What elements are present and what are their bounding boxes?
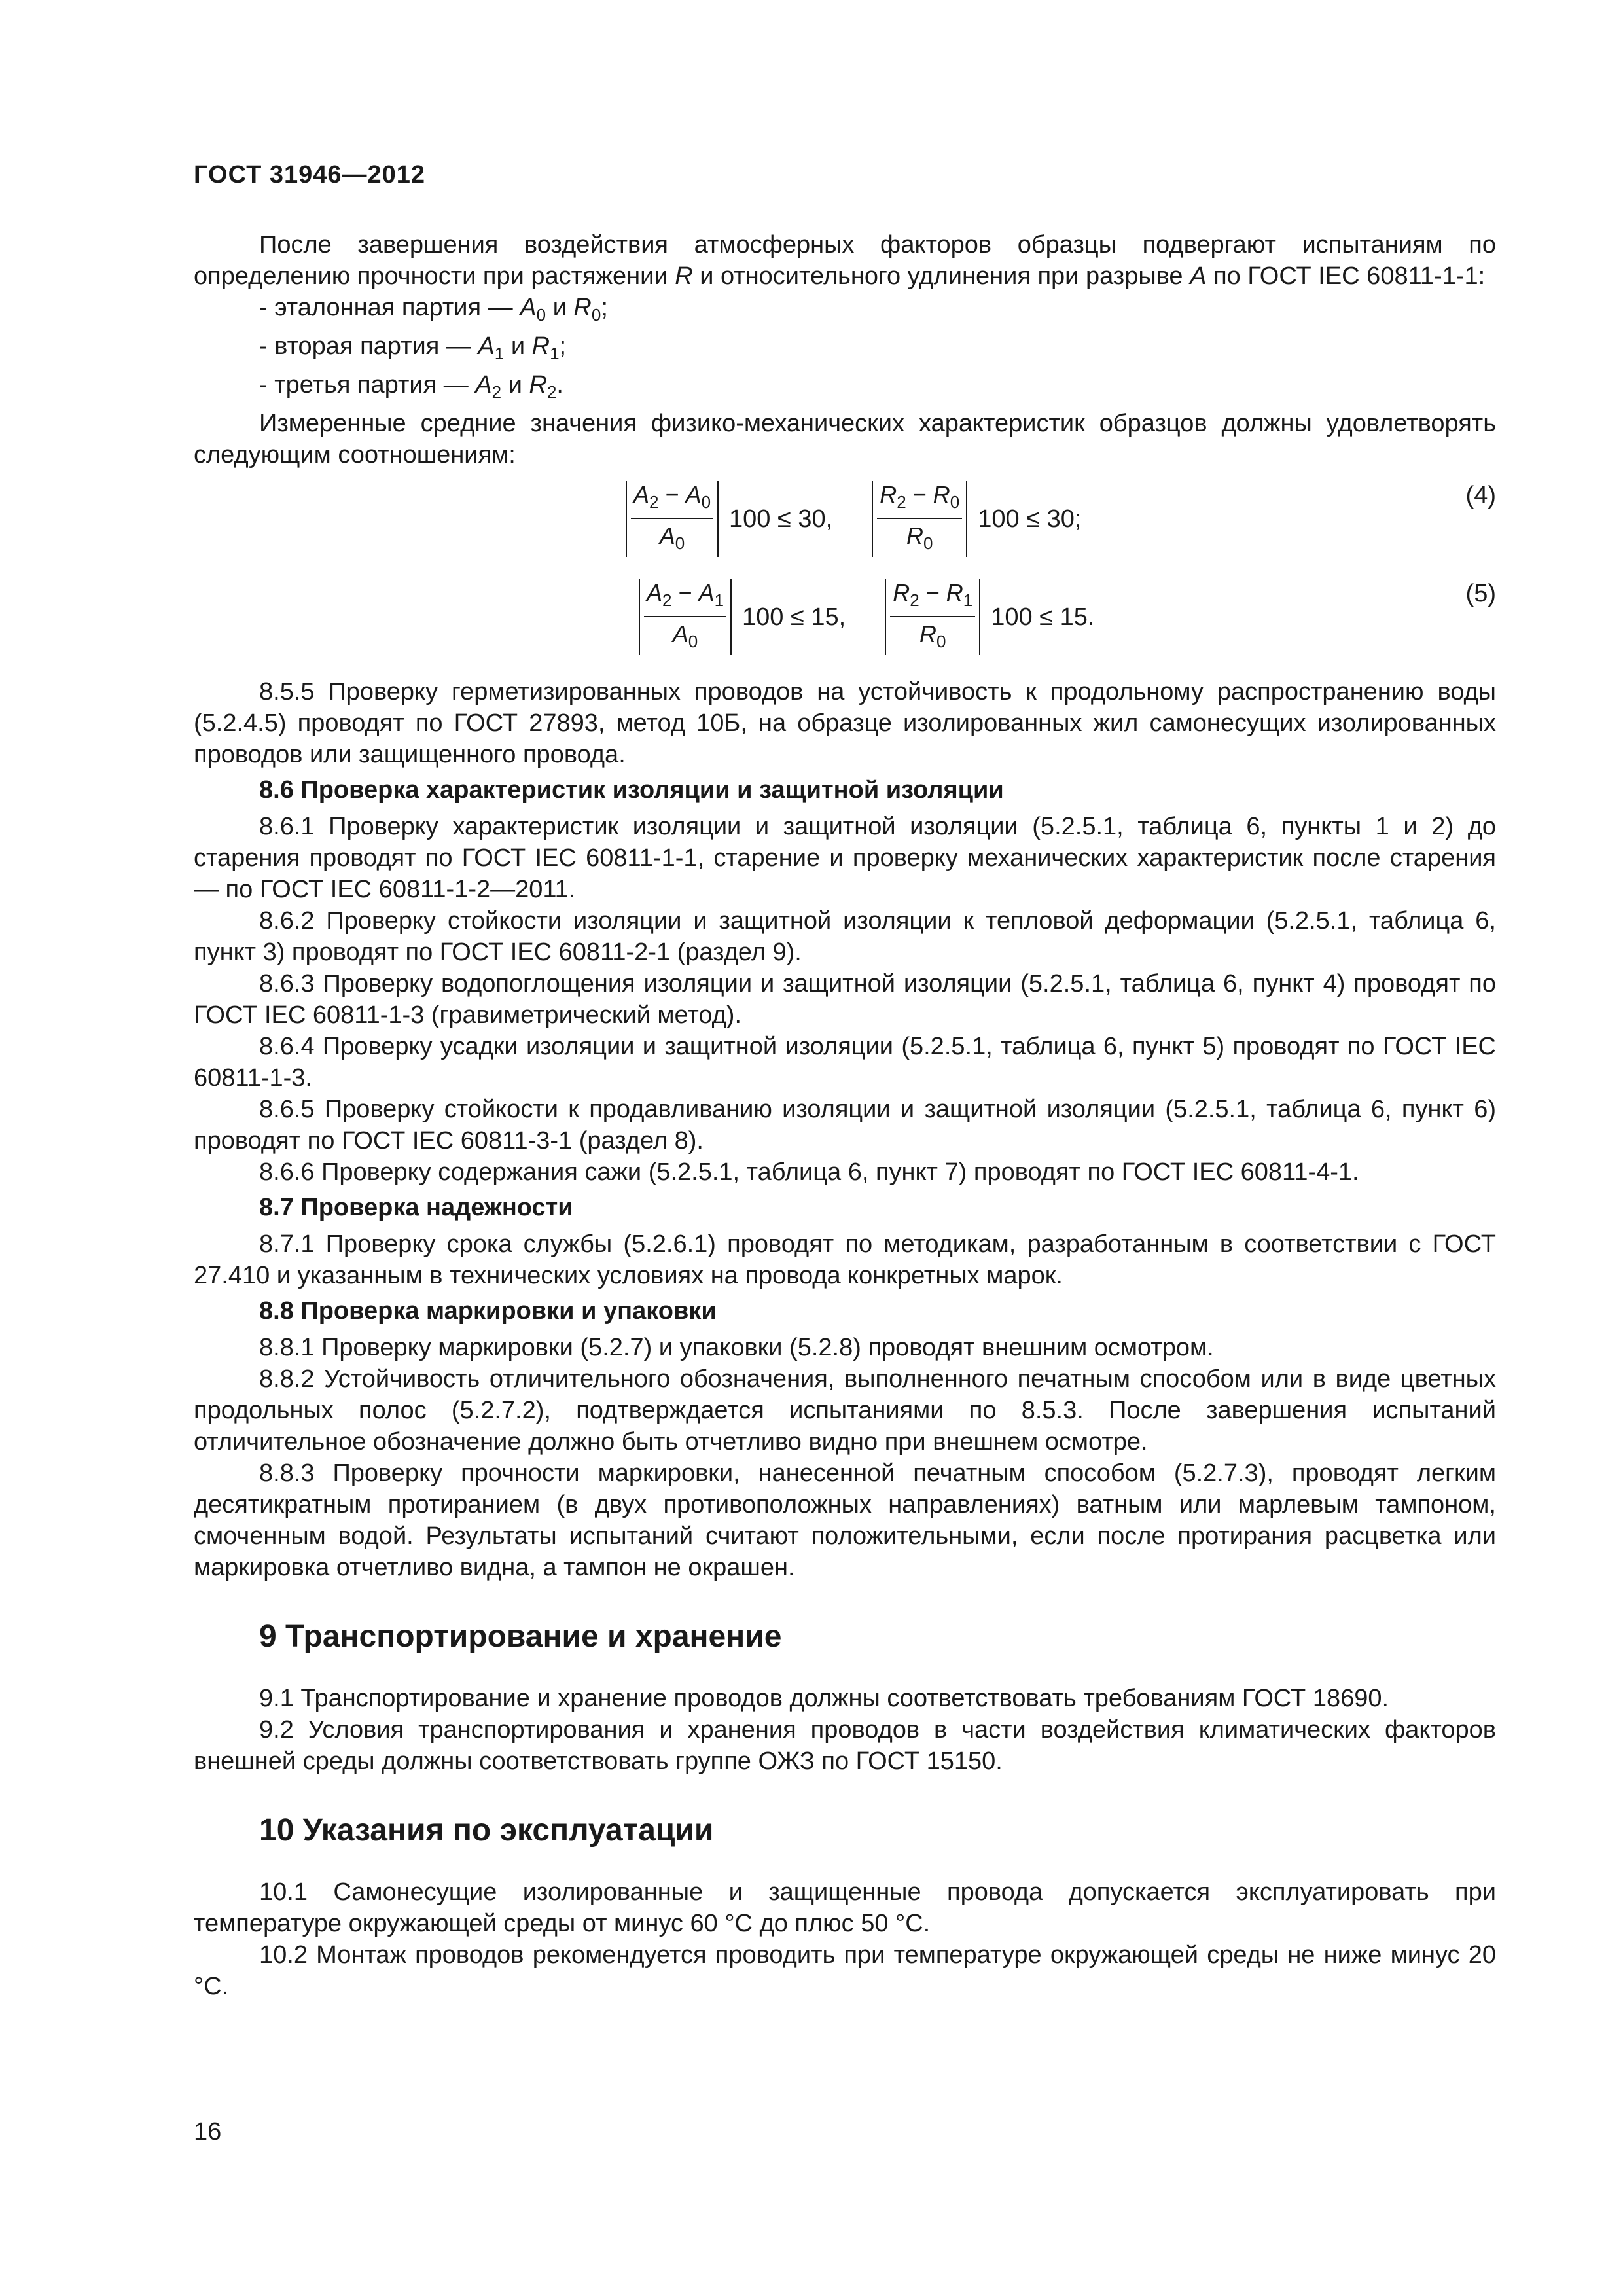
symbol-r: R (531, 332, 550, 360)
clause-10-2: 10.2 Монтаж проводов рекомендуется проводить при температуре окружающей среды не ниже минус 20 °С. (194, 1941, 1496, 2000)
formula-4 (194, 480, 1496, 565)
formula-5 (194, 578, 1496, 663)
clause-9-2: 9.2 Условия транспортирования и хранения проводов в части воздействия климатических факторов внешней среды должны соответствовать группе ОЖЗ по ГОСТ 15150. (194, 1716, 1496, 1775)
clause-8-6-2: 8.6.2 Проверку стойкости изоляции и защитной изоляции к тепловой деформации (5.2.5.1, таблица 6, пункт 3) проводят по ГОСТ IEC 60811-2-1 (раздел 9). (194, 907, 1496, 966)
symbol-a: A (475, 371, 492, 399)
abs-bracket (626, 481, 719, 557)
list-item-text: - вторая партия — (259, 332, 471, 360)
symbol-r: R (529, 371, 547, 399)
numerator: $R_2 - R_0$ (877, 480, 962, 519)
denominator: $A_0$ (659, 522, 685, 553)
formula-5-expression (639, 578, 1094, 656)
punct: ; (601, 294, 608, 321)
clause-10-1: 10.1 Самонесущие изолированные и защищенные провода допускается эксплуатировать при температуре окружающей среды от минус 60 °С до плюс 50 °С. (194, 1878, 1496, 1937)
clause-8-5-5: 8.5.5 Проверку герметизированных проводов на устойчивость к продольному распространению воды (5.2.4.5) проводят по ГОСТ 27893, метод 10Б, на образце изолированных жил самонесущих изолированных проводов или защищенного провода. (194, 678, 1496, 768)
formula-4-expression (626, 480, 1081, 558)
ratio-paragraph: Измеренные средние значения физико-механических характеристик образцов должны удовлетворять следующим соотношениям: (194, 410, 1496, 469)
clause-8-8-2: 8.8.2 Устойчивость отличительного обозначения, выполненного печатным способом или в виде цветных продольных полос (5.2.7.2), подтверждается испытаниями по 8.5.3. После завершения испытаний отличительное обозначение должно быть отчетливо видно при внешнем осмотре. (194, 1365, 1496, 1456)
heading-8-7: 8.7 Проверка надежности (259, 1194, 573, 1221)
denominator: $R_0$ (906, 522, 933, 553)
clause-8-8-1: 8.8.1 Проверку маркировки (5.2.7) и упаковки (5.2.8) проводят внешним осмотром. (259, 1334, 1214, 1361)
clause-8-6-6: 8.6.6 Проверку содержания сажи (5.2.5.1, таблица 6, пункт 7) проводят по ГОСТ IEC 60811-4-1. (259, 1158, 1359, 1186)
clause-8-7-1: 8.7.1 Проверку срока службы (5.2.6.1) проводят по методикам, разработанным в соответствии с ГОСТ 27.410 и указанным в технических условиях на провода конкретных марок. (194, 1230, 1496, 1289)
list-item-reference (194, 292, 1496, 331)
list-item-text: - третья партия — (259, 371, 469, 399)
fraction (631, 480, 713, 558)
abs-bracket (639, 579, 732, 655)
symbol-a: A (478, 332, 495, 360)
conjunction: и (508, 371, 522, 399)
numerator: $A_2 - A_0$ (631, 480, 713, 519)
list-item-third (194, 369, 1496, 408)
subscript: 0 (591, 305, 601, 325)
equation-number: (5) (1465, 580, 1496, 607)
heading-section-9: 9 Транспортирование и хранение (259, 1619, 782, 1654)
page-number: 16 (194, 2118, 222, 2145)
subscript: 2 (491, 382, 502, 402)
list-item-second (194, 331, 1496, 369)
fraction (877, 480, 962, 558)
subscript: 2 (546, 382, 557, 402)
subscript: 0 (536, 305, 546, 325)
relation: 100 ≤ 30, (729, 505, 833, 533)
heading-8-6: 8.6 Проверка характеристик изоляции и защитной изоляции (259, 776, 1004, 804)
symbol-a: A (1190, 262, 1207, 290)
abs-bracket (885, 579, 980, 655)
heading-8-8: 8.8 Проверка маркировки и упаковки (259, 1297, 717, 1325)
list-item-text: - эталонная партия — (259, 294, 513, 321)
relation: 100 ≤ 30; (978, 505, 1082, 533)
conjunction: и (552, 294, 567, 321)
symbol-r: R (573, 294, 592, 321)
symbol-a: A (520, 294, 537, 321)
denominator: $R_0$ (919, 620, 946, 651)
fraction (890, 579, 975, 656)
document-body (194, 229, 1496, 2002)
punct: ; (559, 332, 567, 360)
numerator: $R_2 - R_1$ (890, 579, 975, 617)
clause-8-6-5: 8.6.5 Проверку стойкости к продавливанию изоляции и защитной изоляции (5.2.5.1, таблица 6, пункт 6) проводят по ГОСТ IEC 60811-3-1 (раздел 8). (194, 1096, 1496, 1155)
numerator: $A_2 - A_1$ (644, 579, 726, 617)
subscript: 1 (494, 344, 505, 363)
intro-text-start: После завершения воздействия атмосферных факторов образцы подвергают испытаниям по определению прочности при растяжении (194, 231, 1496, 290)
conjunction: и (510, 332, 526, 360)
document-header: ГОСТ 31946—2012 (194, 161, 426, 188)
clause-8-6-1: 8.6.1 Проверку характеристик изоляции и защитной изоляции (5.2.5.1, таблица 6, пункты 1 и 2) до старения проводят по ГОСТ IEC 60811-1-1, старение и проверку механических характеристик после старения — по ГОСТ IEC 60811-1-2—2011. (194, 813, 1496, 903)
subscript: 1 (550, 344, 560, 363)
fraction (644, 579, 726, 656)
intro-text-mid: и относительного удлинения при разрыве (700, 262, 1183, 290)
equation-number: (4) (1465, 482, 1496, 509)
heading-section-10: 10 Указания по эксплуатации (259, 1813, 714, 1848)
clause-8-8-3: 8.8.3 Проверку прочности маркировки, нанесенной печатным способом (5.2.7.3), проводят легким десятикратным протиранием (в двух противоположных направлениях) ватным или марлевым тампоном, смоченным водой. Результаты испытаний считают положительными, если после протирания расцветка или маркировка отчетливо видна, а тампон не окрашен. (194, 1460, 1496, 1581)
punct: . (556, 371, 563, 399)
relation: 100 ≤ 15. (991, 603, 1095, 631)
clause-8-6-4: 8.6.4 Проверку усадки изоляции и защитной изоляции (5.2.5.1, таблица 6, пункт 5) проводят по ГОСТ IEC 60811-1-3. (194, 1033, 1496, 1092)
clause-9-1: 9.1 Транспортирование и хранение проводов должны соответствовать требованиям ГОСТ 18690. (259, 1685, 1389, 1712)
denominator: $A_0$ (672, 620, 698, 651)
intro-paragraph (194, 229, 1496, 292)
symbol-r: R (675, 262, 693, 290)
abs-bracket (872, 481, 967, 557)
clause-8-6-3: 8.6.3 Проверку водопоглощения изоляции и защитной изоляции (5.2.5.1, таблица 6, пункт 4) проводят по ГОСТ IEC 60811-1-3 (гравиметрический метод). (194, 970, 1496, 1029)
relation: 100 ≤ 15, (742, 603, 846, 631)
intro-text-end: по ГОСТ IEC 60811-1-1: (1213, 262, 1486, 290)
